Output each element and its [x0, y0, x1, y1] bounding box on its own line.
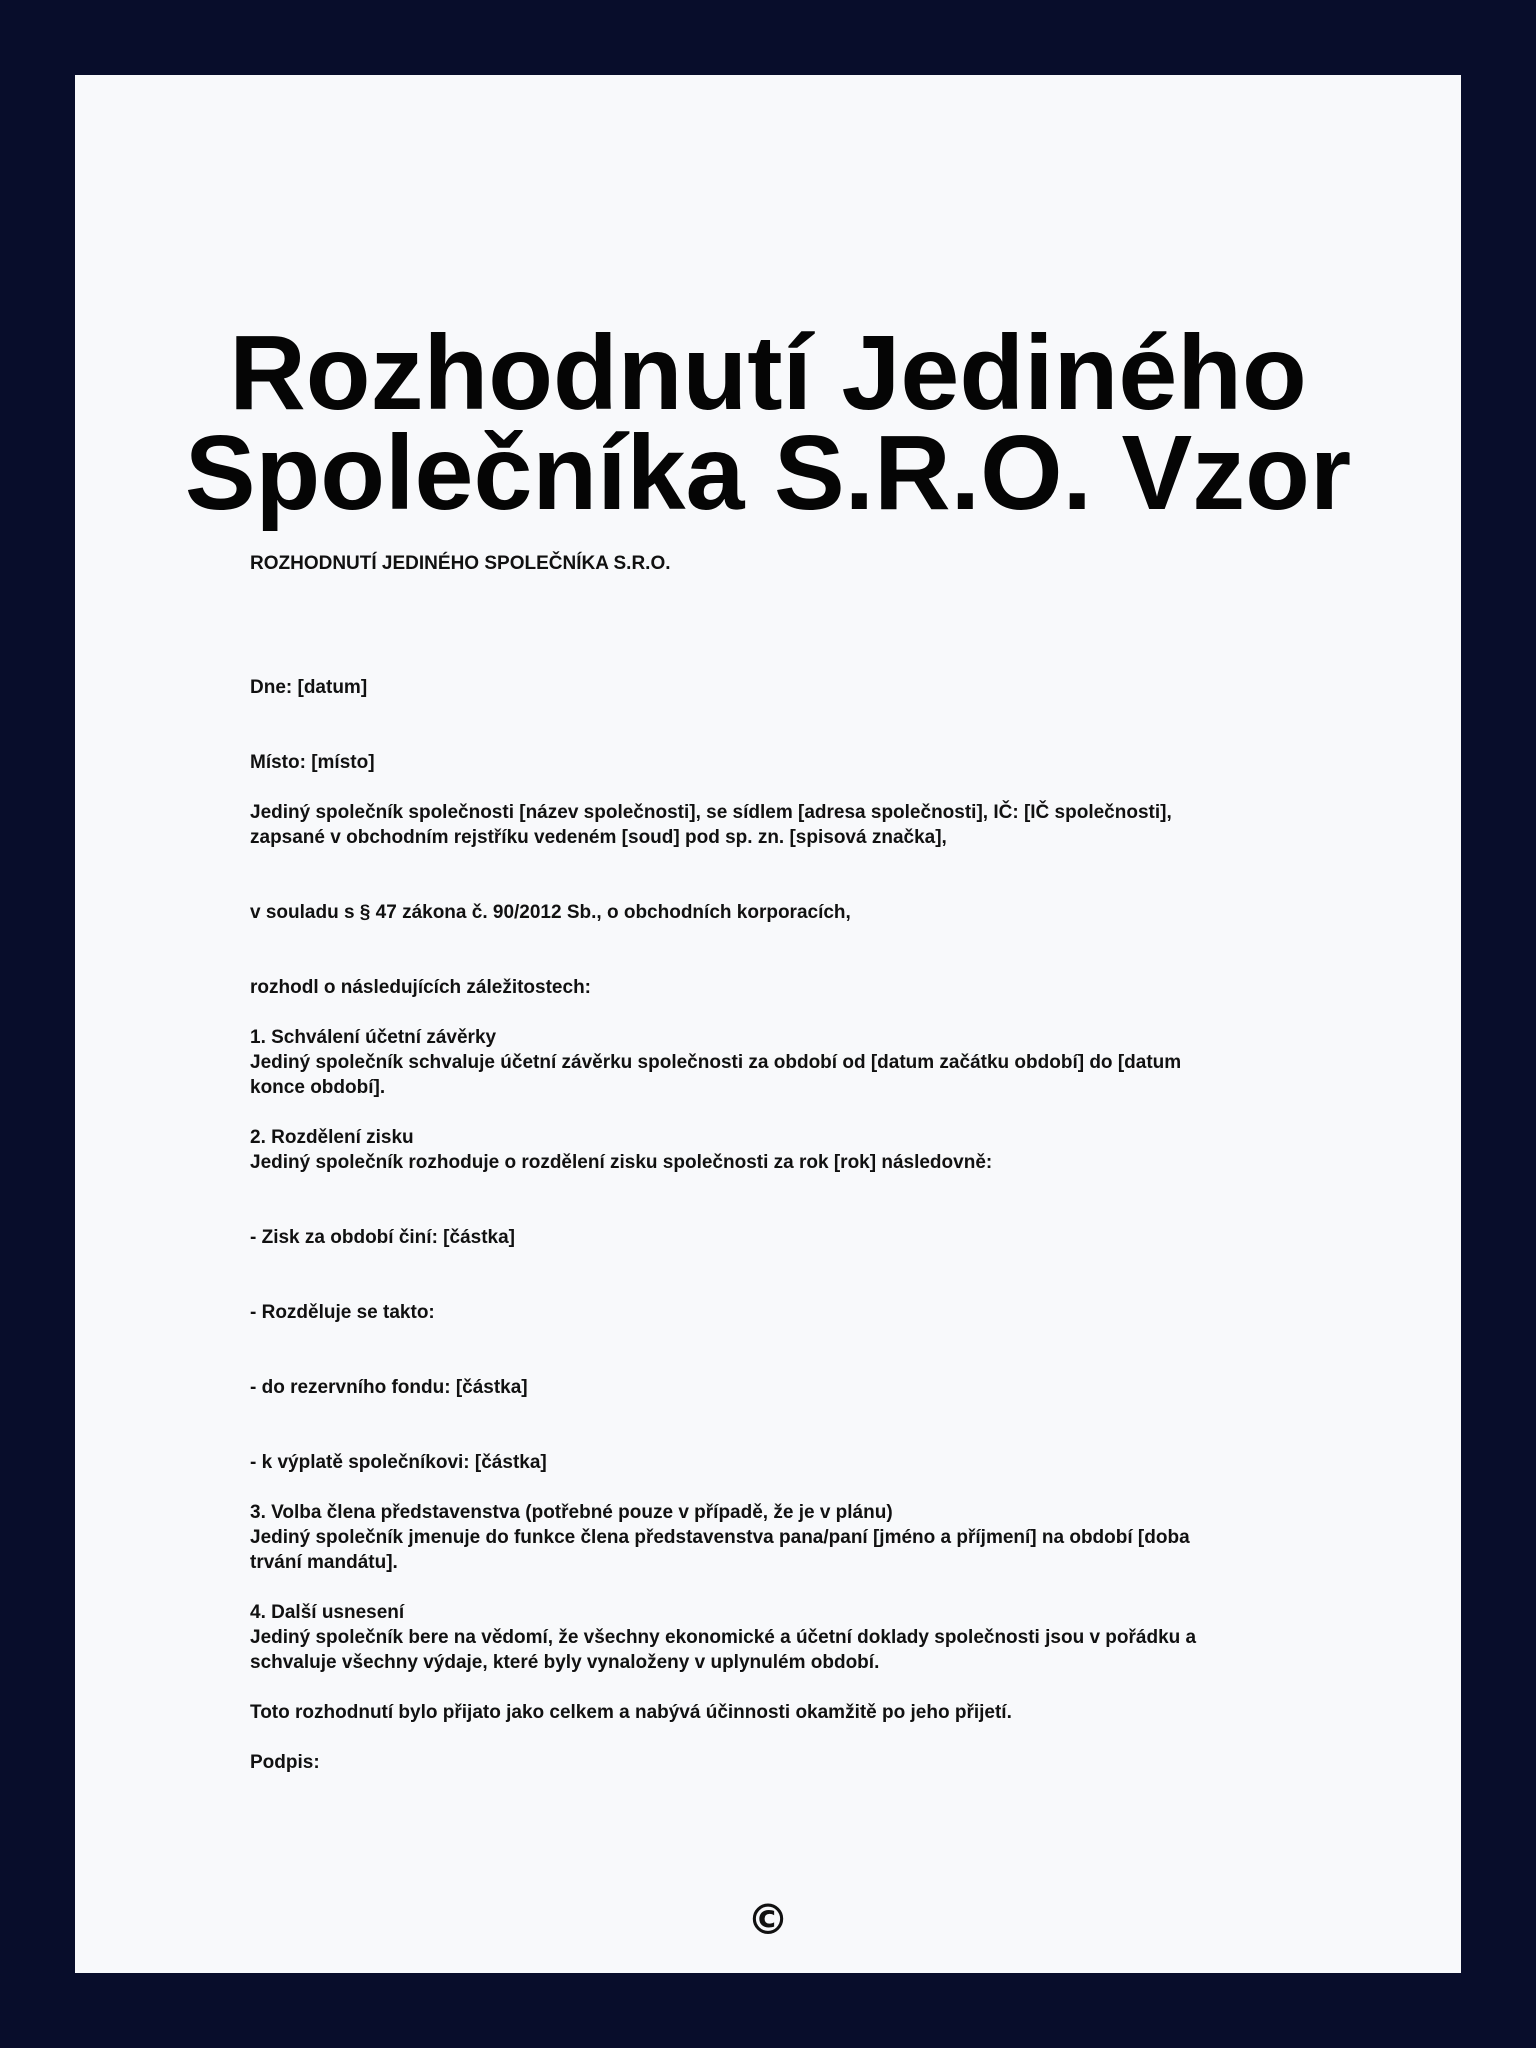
law-reference: v souladu s § 47 zákona č. 90/2012 Sb., o obchodních korporacích, [250, 902, 851, 923]
document-page [75, 75, 1461, 1973]
intro-line-2: zapsané v obchodním rejstříku vedeném [soud] pod sp. zn. [spisová značka], [250, 827, 947, 848]
title-line-2: Společníka S.R.O. Vzor [184, 414, 1352, 532]
section-1-line-2: konce období]. [250, 1077, 386, 1098]
page-title [75, 314, 1461, 532]
section-2-title: 2. Rozdělení zisku [250, 1127, 414, 1148]
section-1-line-1: Jediný společník schvaluje účetní závěrku společnosti za období od [datum začátku období] do [datum [250, 1052, 1182, 1073]
section-4-line-2: schvaluje všechny výdaje, které byly vynaloženy v uplynulém období. [250, 1652, 880, 1673]
final-statement: Toto rozhodnutí bylo přijato jako celkem a nabývá účinnosti okamžitě po jeho přijetí. [250, 1702, 1012, 1723]
decided-line: rozhodl o následujících záležitostech: [250, 977, 591, 998]
date-line: Dne: [datum] [250, 677, 368, 698]
section-3-line-1: Jediný společník jmenuje do funkce člena představenstva pana/paní [jméno a příjmení] na období [doba [250, 1527, 1190, 1548]
title-line-1: Rozhodnutí Jediného [229, 314, 1307, 432]
bullet-profit: - Zisk za období činí: [částka] [250, 1227, 515, 1248]
bullet-distribution: - Rozděluje se takto: [250, 1302, 435, 1323]
section-4-line-1: Jediný společník bere na vědomí, že všechny ekonomické a účetní doklady společnosti jsou v pořádku a [250, 1627, 1197, 1648]
section-3-title: 3. Volba člena představenstva (potřebné pouze v případě, že je v plánu) [250, 1502, 893, 1523]
document-heading: ROZHODNUTÍ JEDINÉHO SPOLEČNÍKA S.R.O. [250, 553, 671, 574]
place-line: Místo: [místo] [250, 752, 375, 773]
signature-label: Podpis: [250, 1752, 320, 1773]
section-2-line-1: Jediný společník rozhoduje o rozdělení zisku společnosti za rok [rok] následovně: [250, 1152, 993, 1173]
bullet-reserve-fund: - do rezervního fondu: [částka] [250, 1377, 528, 1398]
section-1-title: 1. Schválení účetní závěrky [250, 1027, 497, 1048]
section-4-title: 4. Další usnesení [250, 1602, 405, 1623]
copyright-icon: © [747, 1895, 789, 1944]
section-3-line-2: trvání mandátu]. [250, 1552, 398, 1573]
intro-line-1: Jediný společník společnosti [název společnosti], se sídlem [adresa společnosti], IČ: [IČ společnosti], [250, 802, 1172, 823]
bullet-payout: - k výplatě společníkovi: [částka] [250, 1452, 547, 1473]
